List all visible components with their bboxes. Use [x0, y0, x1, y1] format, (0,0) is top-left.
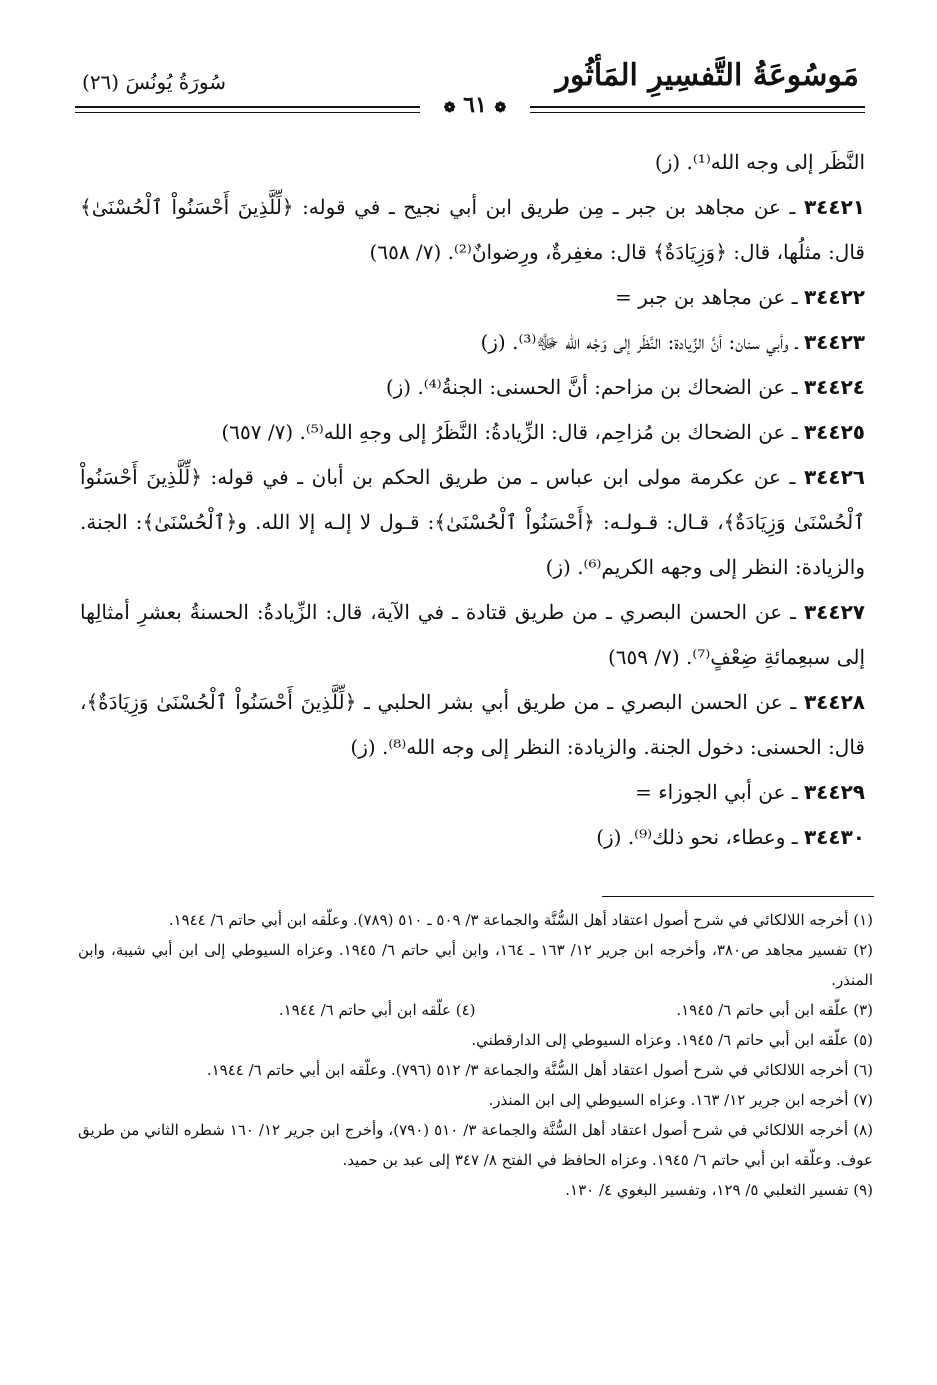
footnote: (٥) علّقه ابن أبي حاتم ٦/ ١٩٤٥. وعزاه السيوطي إلى الدارقطني. [471, 1031, 873, 1049]
entry [80, 680, 865, 770]
entry-text: ـ عن مجاهد بن جبر ـ مِن طريق ابن أبي نجيح ـ في قوله: ﴿لِّلَّذِينَ أَحْسَنُواْ ٱلْحُسْنَىٰ﴾ قال: مثلُها، قال: ﴿وَزِيَادَةٌ﴾ قال: مغفِرةٌ، ورِضوانٌ⁽²⁾. (٧/ ٦٥٨) [80, 195, 865, 264]
book-title: مَوسُوعَةُ التَّفسِيرِ المَأثُور [555, 58, 859, 93]
footnote: (٦) أخرجه اللالكائي في شرح أصول اعتقاد أهل السُّنَّة والجماعة ٣/ ٥١٢ (٧٩٦). وعلّقه ابن أبي حاتم ٦/ ١٩٤٤. [206, 1061, 873, 1079]
entry [80, 455, 865, 590]
entry-number: ٣٤٤٢٣ [803, 330, 865, 354]
entry-text: ـ عن الحسن البصري ـ من طريق قتادة ـ في الآية، قال: الزِّيادةُ: الحسنةُ بعشرِ أمثالِها إلى سبعِمائةِ ضِعْفٍ⁽⁷⁾. (٧/ ٦٥٩) [80, 600, 865, 669]
footnote: (٨) أخرجه اللالكائي في شرح أصول اعتقاد أهل السُّنَّة والجماعة ٣/ ٥١٠ (٧٩٠)، وأخرج ابن جرير ١٢/ ١٦٠ شطره الثاني من طريق عوف. وعلّقه ابن أبي حاتم ٦/ ١٩٤٥. وعزاه الحافظ في الفتح ٨/ ٣٤٧ إلى عبد بن حميد. [78, 1121, 873, 1169]
entry-number: ٣٤٤٢٩ [803, 780, 865, 804]
entry-number: ٣٤٤٢٢ [803, 285, 865, 309]
page-number: ٦١ [463, 92, 487, 118]
footnote-pair [78, 995, 873, 1025]
entry-text: ـ عن مجاهد بن جبر = [615, 285, 798, 309]
entry [80, 770, 865, 815]
entry-text: ـ عن أبي الجوزاء = [635, 780, 798, 804]
entry-text: ـ عن الضحاك بن مزاحم: أنَّ الحسنى: الجنةُ⁽⁴⁾. (ز) [385, 375, 798, 399]
footnote: (٣) علّقه ابن أبي حاتم ٦/ ١٩٤٥. [676, 1001, 873, 1019]
entry [80, 815, 865, 860]
entry [80, 185, 865, 275]
entry [80, 320, 865, 365]
entry-text: ـ وأبي سنان: أنَّ الزِّيادة: النَّظَر إلى وَجْه الله ﷻ⁽³⁾. (ز) [480, 330, 798, 354]
ornament-icon: ❁ [494, 100, 507, 116]
entry [80, 410, 865, 455]
continuation-line: النَّظَر إلى وجه الله⁽¹⁾. (ز) [654, 150, 865, 174]
entry-text: ـ عن عكرمة مولى ابن عباس ـ من طريق الحكم بن أبان ـ في قوله: ﴿لِّلَّذِينَ أَحْسَنُواْ ٱلْحُسْنَىٰ وَزِيَادَةٌ﴾، قـال: قـولـه: ﴿أَحْسَنُواْ ٱلْحُسْنَىٰ﴾: قـول لا إلـه إلا الله. و﴿ٱلْحُسْنَىٰ﴾: الجنة. والزيادة: النظر إلى وجهه الكريم⁽⁶⁾. (ز) [80, 465, 865, 579]
footnote: (١) أخرجه اللالكائي في شرح أصول اعتقاد أهل السُّنَّة والجماعة ٣/ ٥٠٩ ـ ٥١٠ (٧٨٩). وعلّقه ابن أبي حاتم ٦/ ١٩٤٤. [168, 911, 873, 929]
entry-text: ـ عن الضحاك بن مُزاحِم، قال: الزِّيادةُ: النَّظَرُ إلى وجهِ الله⁽⁵⁾. (٧/ ٦٥٧) [221, 420, 798, 444]
entry [80, 365, 865, 410]
entry-number: ٣٤٤٣٠ [803, 825, 865, 849]
footnote: (٧) أخرجه ابن جرير ١٢/ ١٦٣. وعزاه السيوطي إلى ابن المنذر. [488, 1091, 873, 1109]
footnote: (٢) تفسير مجاهد ص٣٨٠، وأخرجه ابن جرير ١٢/ ١٦٣ ـ ١٦٤، وابن أبي حاتم ٦/ ١٩٤٥. وعزاه السيوطي إلى ابن أبي شيبة، وابن المنذر. [78, 941, 874, 989]
entry-number: ٣٤٤٢٤ [803, 375, 865, 399]
entry-number: ٣٤٤٢٨ [803, 690, 866, 714]
entry-number: ٣٤٤٢٧ [803, 600, 866, 624]
main-text [80, 140, 865, 860]
entry [80, 275, 865, 320]
entry-text: ـ عن الحسن البصري ـ من طريق أبي بشر الحلبي ـ ﴿لِّلَّذِينَ أَحْسَنُواْ ٱلْحُسْنَىٰ وَزِيَادَةٌ﴾، قال: الحسنى: دخول الجنة. والزيادة: النظر إلى وجه الله⁽⁸⁾. (ز) [80, 690, 865, 759]
footnotes [78, 905, 873, 1205]
footnote-separator [602, 896, 874, 897]
entry [80, 590, 865, 680]
entry-number: ٣٤٤٢١ [803, 195, 866, 219]
entry-number: ٣٤٤٢٥ [803, 420, 865, 444]
ornament-icon: ❁ [443, 100, 456, 116]
surah-label: سُورَةُ يُونُسَ (٢٦) [82, 70, 227, 94]
entry-number: ٣٤٤٢٦ [803, 465, 865, 489]
footnote: (٤) علّقه ابن أبي حاتم ٦/ ١٩٤٤. [278, 1001, 476, 1019]
page-number-box [420, 92, 530, 122]
footnote: (٩) تفسير الثعلبي ٥/ ١٢٩، وتفسير البغوي ٤/ ١٣٠. [565, 1181, 873, 1199]
entry-text: ـ وعطاء، نحو ذلك⁽⁹⁾. (ز) [596, 825, 798, 849]
